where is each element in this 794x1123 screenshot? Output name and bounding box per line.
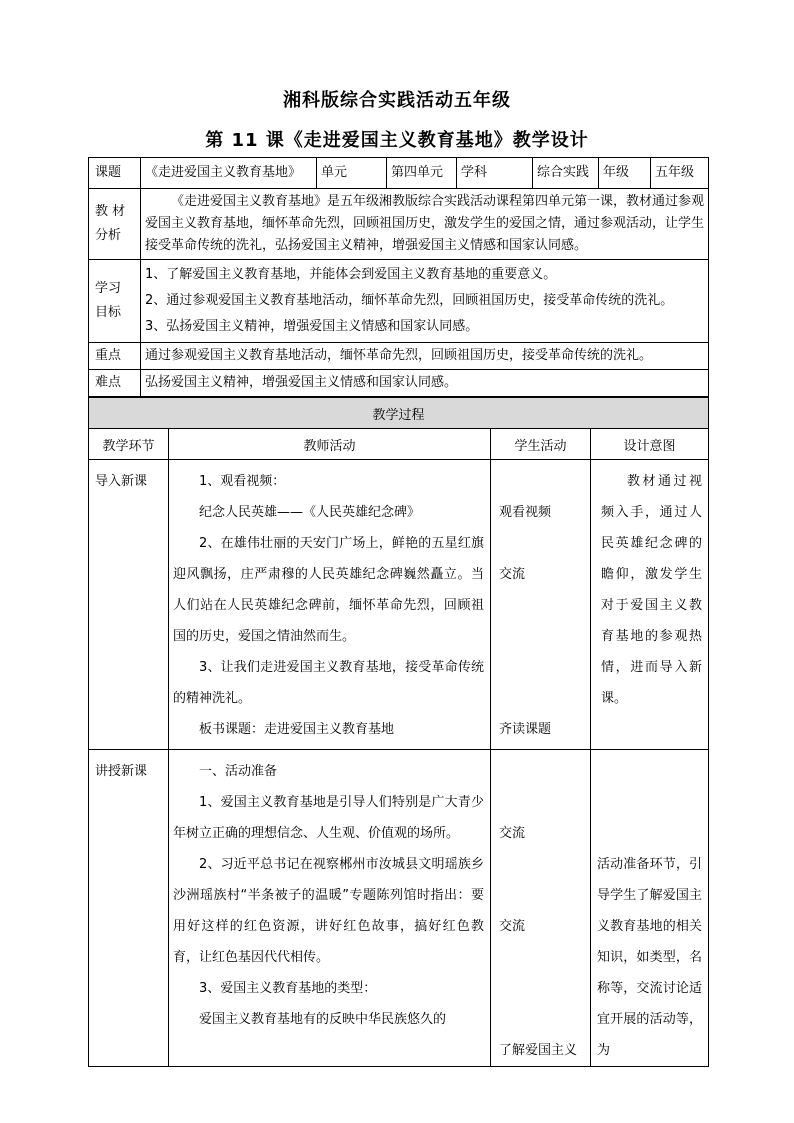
process-banner: 教学过程 bbox=[89, 398, 709, 429]
analysis-text: 《走进爱国主义教育基地》是五年级湘教版综合实践活动课程第四单元第一课，教材通过参观爱国主义教育基地，缅怀革命先烈，回顾祖国历史，激发学生的爱国之情，通过参观活动，让学生接受革命传统的洗礼，弘扬爱国主义精神，增强爱国主义情感和国家认同感。 bbox=[141, 189, 709, 260]
document-title: 湘科版综合实践活动五年级 bbox=[283, 90, 511, 111]
teacher-paragraph: 1、爱国主义教育基地是引导人们特别是广大青少年树立正确的理想信念、人生观、价值观的场所。 bbox=[173, 795, 484, 841]
teacher-paragraph: 3、爱国主义教育基地的类型： bbox=[199, 981, 377, 996]
student-activity: 交流 bbox=[499, 826, 526, 841]
subject-label: 学科 bbox=[457, 158, 533, 189]
analysis-label-line1: 教 材 bbox=[95, 204, 126, 219]
info-table bbox=[88, 157, 709, 397]
key-text: 通过参观爱国主义教育基地活动，缅怀革命先烈，回顾祖国历史，接受革命传统的洗礼。 bbox=[141, 343, 709, 370]
difficulty-text: 弘扬爱国主义精神，增强爱国主义情感和国家认同感。 bbox=[141, 370, 709, 397]
lesson-title: 第 11 课《走进爱国主义教育基地》教学设计 bbox=[205, 130, 589, 151]
header-stage: 教学环节 bbox=[89, 429, 169, 460]
goals-list bbox=[141, 260, 709, 343]
info-row-difficulty bbox=[89, 370, 709, 397]
teacher-paragraph: 纪念人民英雄——《人民英雄纪念碑》 bbox=[199, 505, 421, 520]
analysis-label-line2: 分析 bbox=[95, 228, 122, 243]
row-intro bbox=[89, 460, 709, 750]
intro-intent bbox=[591, 460, 709, 750]
intro-stage: 导入新课 bbox=[89, 460, 169, 750]
key-label: 重点 bbox=[89, 343, 141, 370]
analysis-label bbox=[89, 189, 141, 260]
header-teacher: 教师活动 bbox=[169, 429, 491, 460]
difficulty-label: 难点 bbox=[89, 370, 141, 397]
grade-label: 年级 bbox=[599, 158, 651, 189]
unit-label: 单元 bbox=[317, 158, 387, 189]
info-row-key bbox=[89, 343, 709, 370]
info-row-analysis bbox=[89, 189, 709, 260]
teacher-paragraph: 爱国主义教育基地有的反映中华民族悠久的 bbox=[199, 1012, 447, 1027]
lecture-stage: 讲授新课 bbox=[89, 750, 169, 1067]
unit-value: 第四单元 bbox=[387, 158, 457, 189]
goal-item: 3、弘扬爱国主义精神，增强爱国主义情感和国家认同感。 bbox=[145, 319, 479, 334]
process-banner-row bbox=[89, 398, 709, 429]
teacher-paragraph: 2、在雄伟壮丽的天安门广场上，鲜艳的五星红旗迎风飘扬，庄严肃穆的人民英雄纪念碑巍然矗立。当人们站在人民英雄纪念碑前，缅怀革命先烈，回顾祖国的历史，爱国之情油然而生。 bbox=[173, 536, 484, 644]
teacher-paragraph: 1、观看视频： bbox=[199, 474, 286, 489]
lecture-teacher bbox=[169, 750, 491, 1067]
process-header-row bbox=[89, 429, 709, 460]
lecture-student bbox=[491, 750, 591, 1067]
goal-item: 1、了解爱国主义教育基地，并能体会到爱国主义教育基地的重要意义。 bbox=[145, 267, 557, 282]
intent-text: 教材通过视频入手，通过人民英雄纪念碑的瞻仰，激发学生对于爱国主义教育基地的参观热情，进而导入新课。 bbox=[601, 474, 703, 706]
teacher-paragraph: 一、活动准备 bbox=[199, 764, 278, 779]
header-student: 学生活动 bbox=[491, 429, 591, 460]
lecture-intent bbox=[591, 750, 709, 1067]
student-activity: 了解爱国主义 bbox=[499, 1043, 578, 1058]
info-row-topic bbox=[89, 158, 709, 189]
goals-label-line2: 目标 bbox=[95, 305, 122, 320]
teacher-paragraph: 板书课题：走进爱国主义教育基地 bbox=[199, 722, 395, 737]
subject-value: 综合实践 bbox=[533, 158, 599, 189]
student-activity: 观看视频 bbox=[499, 505, 552, 520]
grade-value: 五年级 bbox=[651, 158, 709, 189]
goal-item: 2、通过参观爱国主义教育基地活动，缅怀革命先烈，回顾祖国历史，接受革命传统的洗礼。 bbox=[145, 293, 674, 308]
intro-student bbox=[491, 460, 591, 750]
intro-teacher bbox=[169, 460, 491, 750]
topic-label: 课题 bbox=[89, 158, 141, 189]
info-row-goals bbox=[89, 260, 709, 343]
teacher-paragraph: 2、习近平总书记在视察郴州市汝城县文明瑶族乡沙洲瑶族村“半条被子的温暖”专题陈列馆时指出：要用好这样的红色资源，讲好红色故事，搞好红色教育，让红色基因代代相传。 bbox=[173, 857, 484, 965]
process-table bbox=[88, 397, 709, 1067]
intent-text: 活动准备环节，引导学生了解爱国主义教育基地的相关知识，如类型，名称等，交流讨论适宜开展的活动等，为 bbox=[597, 857, 703, 1058]
topic-value: 《走进爱国主义教育基地》 bbox=[141, 158, 317, 189]
student-activity: 交流 bbox=[499, 567, 526, 582]
goals-label-line1: 学习 bbox=[95, 281, 122, 296]
goals-label bbox=[89, 260, 141, 343]
student-activity: 交流 bbox=[499, 919, 526, 934]
row-lecture bbox=[89, 750, 709, 1067]
student-activity: 齐读课题 bbox=[499, 722, 552, 737]
teacher-paragraph: 3、让我们走进爱国主义教育基地，接受革命传统的精神洗礼。 bbox=[173, 660, 484, 706]
header-intent: 设计意图 bbox=[591, 429, 709, 460]
